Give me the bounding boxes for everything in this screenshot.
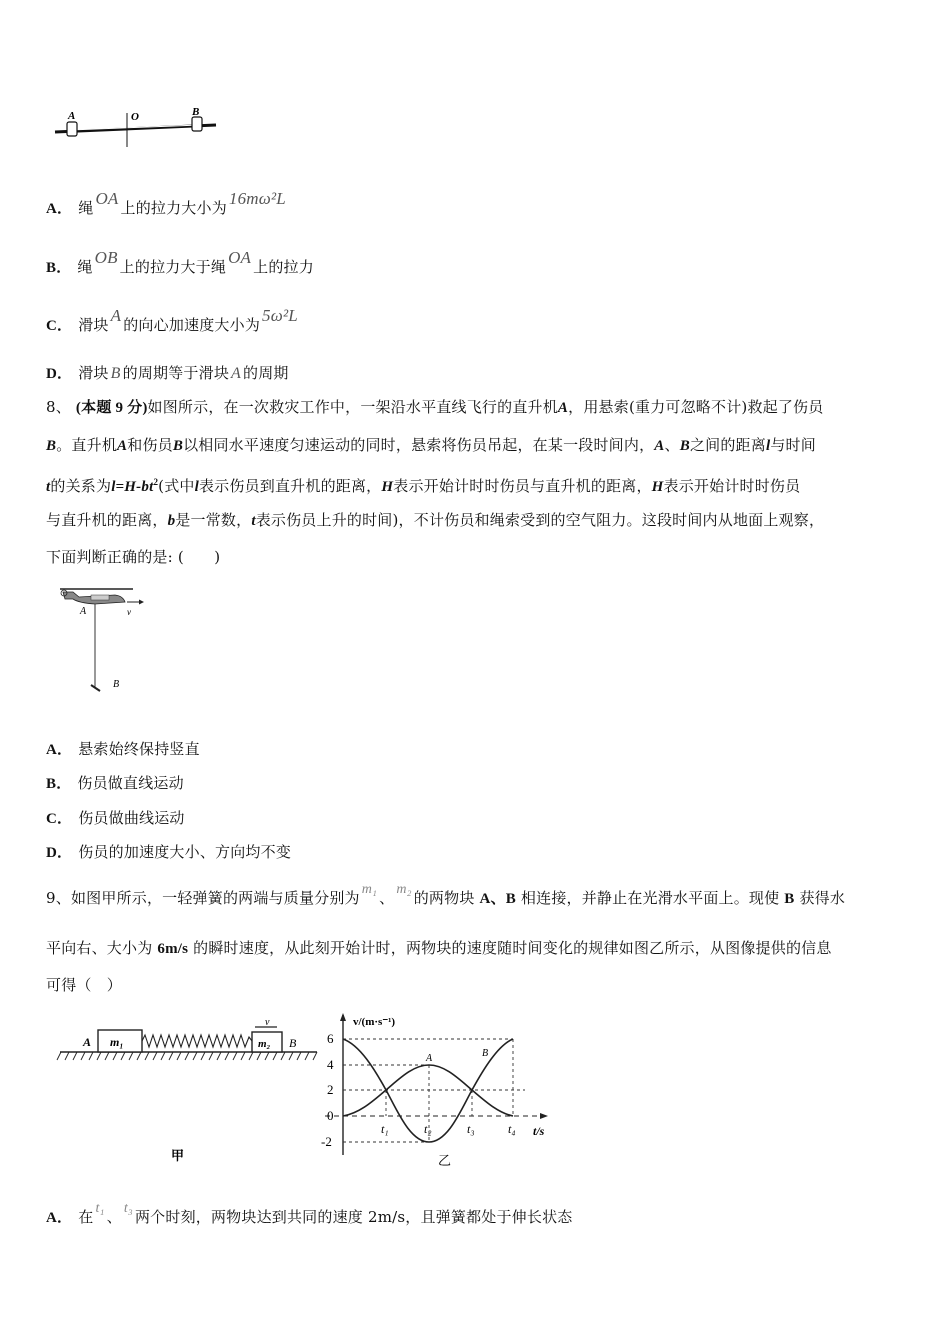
spring [142, 1035, 252, 1047]
label-b: B [289, 1036, 297, 1050]
spring-block-figure [55, 1017, 325, 1170]
rod-figure [50, 100, 230, 150]
label-m1: m₁ [110, 1035, 124, 1049]
xtick-t3: t₃ [467, 1122, 475, 1136]
velocity-time-chart [315, 1005, 565, 1175]
x-axis-label: t/s [533, 1124, 545, 1138]
y-axis-label: v/(m·s⁻¹) [353, 1016, 396, 1028]
q8-option-b[interactable]: B． 伤员做直线运动 [46, 774, 184, 792]
q9-stem-line-2: 平向右、大小为 6m/s 的瞬时速度，从此刻开始计时，两物块的速度随时间变化的规律如图乙所示，从图像提供的信息 [46, 939, 832, 957]
xtick-t4: t₄ [508, 1122, 516, 1136]
xtick-t1: t₁ [381, 1122, 389, 1136]
label-a: A [83, 1035, 92, 1049]
label-a: A [68, 110, 76, 122]
q8-stem-line-3: t的关系为$l=H-bt^2$(式中l表示伤员到直升机的距离，H表示开始计时时伤员与直升机的距离，H表示开始计时时伤员 [46, 477, 801, 495]
label-m2: m₂ [258, 1038, 271, 1050]
q8-option-c[interactable]: C． 伤员做曲线运动 [46, 809, 185, 827]
q9-stem-line-3: 可得（ ） [46, 976, 123, 994]
label-b: B [192, 106, 200, 118]
label-v: v [265, 1017, 270, 1028]
xtick-t2: t₂ [424, 1122, 432, 1136]
reference-lines [343, 1039, 525, 1142]
ytick-4: 4 [327, 1057, 334, 1072]
ytick-6: 6 [327, 1031, 334, 1046]
q7-option-d[interactable]: D． 滑块 B 的周期等于滑块 A 的周期 [46, 364, 289, 382]
q8-stem-line-5: 下面判断正确的是: ( ) [46, 548, 221, 566]
q8-stem-line-4: 与直升机的距离，b是一常数，t表示伤员上升的时间)，不计伤员和绳索受到的空气阻力。这段时间内从地面上观察， [46, 511, 825, 529]
caption-yi: 乙 [438, 1153, 452, 1168]
q9-stem-line-1: 9、如图甲所示，一轻弹簧的两端与质量分别为 m₁ 、 m₂ 的两物块 A、B 相连接，并静止在光滑水平面上。现使 B 获得水 [46, 882, 846, 907]
helicopter-icon [60, 589, 133, 604]
q8-stem-line-2: B。直升机A和伤员B以相同水平速度匀速运动的同时，悬索将伤员吊起，在某一段时间内，A、B之间的距离l与时间 [46, 436, 816, 454]
ground-hatch [57, 1052, 317, 1060]
curve-a-label: A [426, 1053, 433, 1064]
q8-stem-line-1: 8、 (本题 9 分)如图所示，在一次救灾工作中，一架沿水平直线飞行的直升机A，用悬索(重力可忽略不计)救起了伤员 [46, 398, 824, 416]
q8-option-d[interactable]: D． 伤员的加速度大小、方向均不变 [46, 843, 292, 861]
label-o: O [131, 111, 139, 123]
label-v: v [127, 607, 131, 617]
q7-option-b[interactable]: B． 绳 OB 上的拉力大于绳 OA 上的拉力 [46, 248, 314, 276]
ytick-neg2: -2 [321, 1134, 332, 1149]
ytick-0: 0 [327, 1108, 334, 1123]
helicopter-figure [55, 580, 165, 695]
q8-option-a[interactable]: A． 悬索始终保持竖直 [46, 740, 200, 758]
curve-b-label: B [482, 1048, 489, 1059]
caption-jia: 甲 [171, 1148, 185, 1163]
q9-option-a[interactable]: A． 在 t₁ 、 t₃ 两个时刻，两物块达到共同的速度 2m/s，且弹簧都处于伸长状态 [46, 1201, 573, 1226]
label-b: B [113, 679, 120, 690]
label-a: A [80, 606, 87, 617]
ytick-2: 2 [327, 1082, 334, 1097]
curve-a [343, 1065, 513, 1116]
q7-option-c[interactable]: C． 滑块 A 的向心加速度大小为 5ω²L [46, 306, 298, 334]
q7-option-a[interactable]: A． 绳 OA 上的拉力大小为 16mω²L [46, 189, 286, 217]
